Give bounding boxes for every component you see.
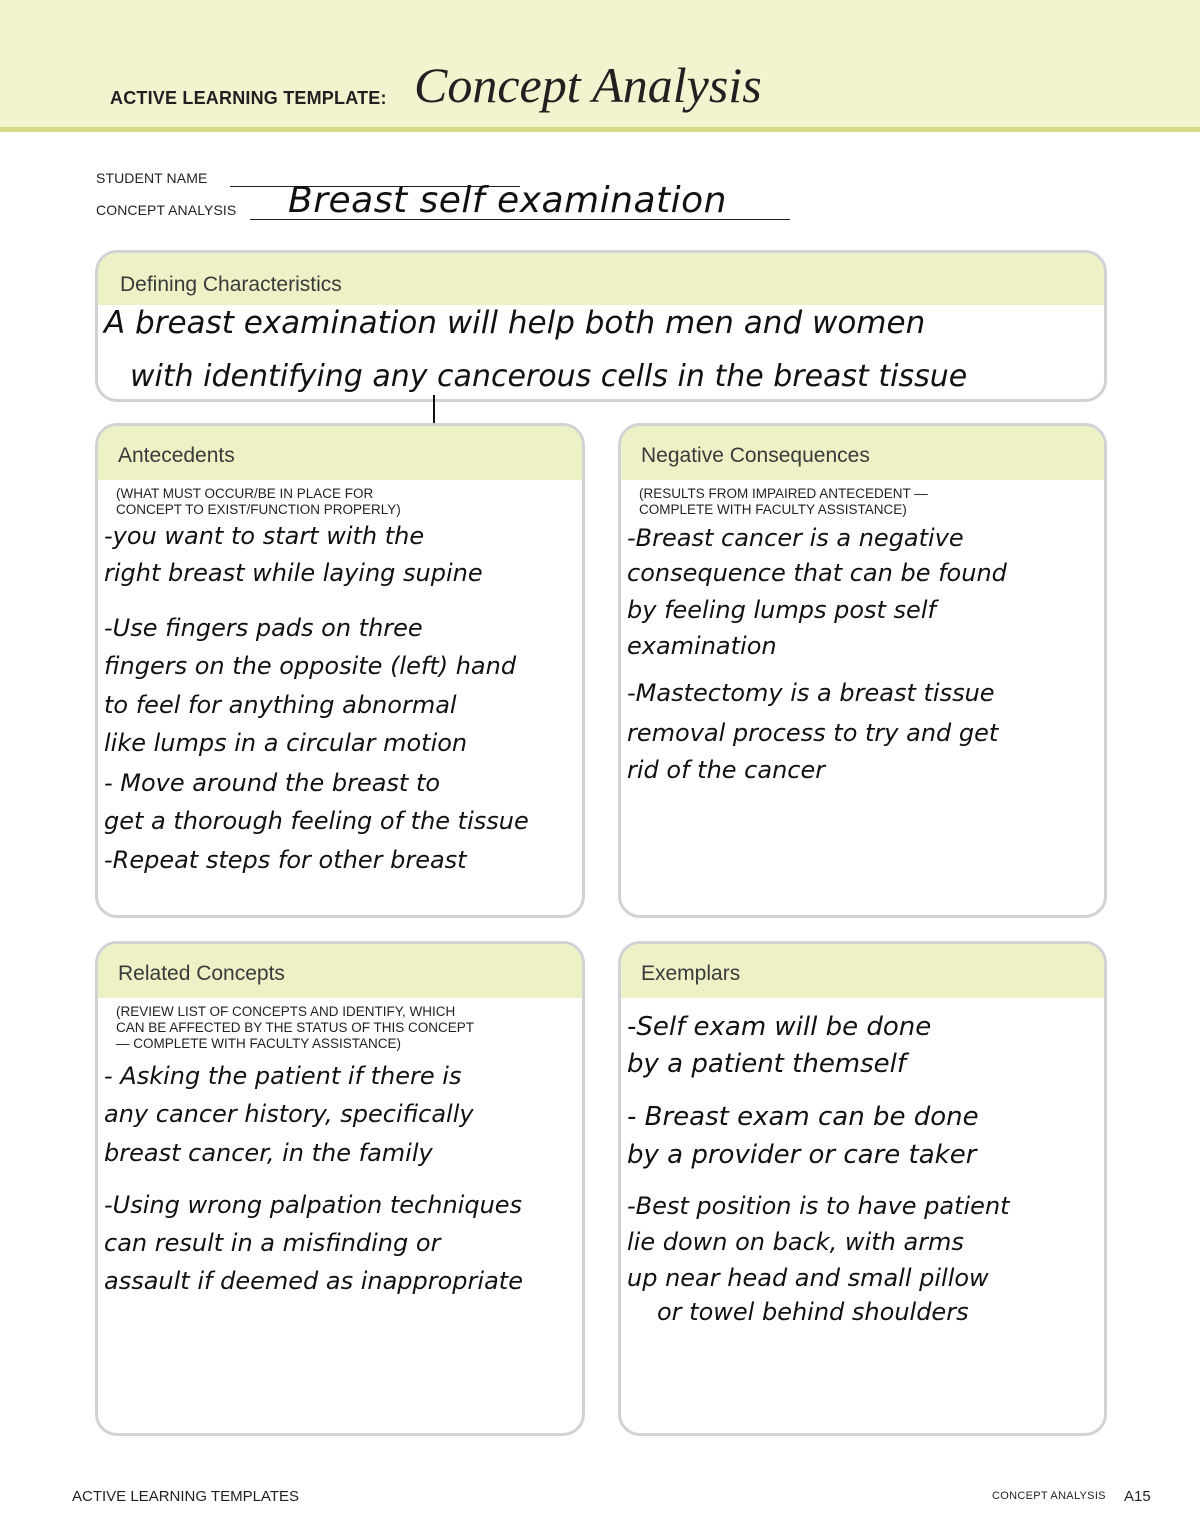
negative-line: removal process to try and get bbox=[627, 719, 999, 747]
exemplars-line: - Breast exam can be done bbox=[627, 1102, 979, 1132]
related-line: - Asking the patient if there is bbox=[104, 1062, 462, 1090]
exemplars-line: up near head and small pillow bbox=[627, 1264, 989, 1292]
related-line: assault if deemed as inappropriate bbox=[104, 1267, 523, 1295]
negative-line: rid of the cancer bbox=[627, 756, 826, 784]
footer-left-text: ACTIVE LEARNING TEMPLATES bbox=[72, 1488, 299, 1505]
antecedents-box bbox=[95, 423, 585, 918]
negative-line: examination bbox=[627, 632, 777, 660]
antecedents-line: -you want to start with the bbox=[104, 522, 425, 550]
related-subtitle: — COMPLETE WITH FACULTY ASSISTANCE) bbox=[116, 1036, 402, 1051]
related-header bbox=[98, 944, 582, 998]
related-line: any cancer history, specifically bbox=[104, 1100, 474, 1128]
exemplars-box bbox=[618, 941, 1107, 1436]
student-name-label: STUDENT NAME bbox=[96, 170, 208, 186]
negative-line: -Mastectomy is a breast tissue bbox=[627, 679, 995, 707]
related-line: breast cancer, in the family bbox=[104, 1139, 433, 1167]
antecedents-line: like lumps in a circular motion bbox=[104, 729, 468, 757]
defining-header bbox=[98, 253, 1104, 305]
antecedents-line: right breast while laying supine bbox=[104, 559, 483, 587]
negative-line: -Breast cancer is a negative bbox=[627, 524, 964, 552]
exemplars-line: -Best position is to have patient bbox=[627, 1192, 1010, 1220]
antecedents-title: Antecedents bbox=[118, 444, 235, 467]
exemplars-header bbox=[621, 944, 1104, 998]
negative-subtitle: COMPLETE WITH FACULTY ASSISTANCE) bbox=[639, 502, 907, 517]
related-line: can result in a misfinding or bbox=[104, 1229, 441, 1257]
related-subtitle: (REVIEW LIST OF CONCEPTS AND IDENTIFY, WHICH bbox=[116, 1004, 456, 1019]
related-subtitle: CAN BE AFFECTED BY THE STATUS OF THIS CONCEPT bbox=[116, 1020, 475, 1035]
antecedents-line: get a thorough feeling of the tissue bbox=[104, 807, 529, 835]
negative-line: consequence that can be found bbox=[627, 559, 1007, 587]
defining-line: A breast examination will help both men and women bbox=[104, 305, 926, 341]
related-line: -Using wrong palpation techniques bbox=[104, 1191, 523, 1219]
negative-consequences-box bbox=[618, 423, 1107, 918]
exemplars-title: Exemplars bbox=[641, 962, 741, 985]
antecedents-line: fingers on the opposite (left) hand bbox=[104, 652, 517, 680]
concept-label: CONCEPT ANALYSIS bbox=[96, 202, 237, 218]
exemplars-line: by a provider or care taker bbox=[627, 1140, 977, 1170]
defining-title: Defining Characteristics bbox=[120, 273, 342, 296]
antecedents-line: - Move around the breast to bbox=[104, 769, 441, 797]
antecedents-subtitle: (WHAT MUST OCCUR/BE IN PLACE FOR bbox=[116, 486, 374, 501]
exemplars-line: -Self exam will be done bbox=[627, 1012, 932, 1042]
antecedents-line: -Use fingers pads on three bbox=[104, 614, 423, 642]
exemplars-line: or towel behind shoulders bbox=[657, 1298, 969, 1326]
related-title: Related Concepts bbox=[118, 962, 285, 985]
footer-right-text: CONCEPT ANALYSIS bbox=[992, 1490, 1106, 1502]
negative-subtitle: (RESULTS FROM IMPAIRED ANTECEDENT — bbox=[639, 486, 928, 501]
antecedents-line: to feel for anything abnormal bbox=[104, 691, 457, 719]
antecedents-subtitle: CONCEPT TO EXIST/FUNCTION PROPERLY) bbox=[116, 502, 401, 517]
exemplars-line: by a patient themself bbox=[627, 1049, 907, 1079]
antecedents-header bbox=[98, 426, 582, 480]
exemplars-line: lie down on back, with arms bbox=[627, 1228, 964, 1256]
defining-line: with identifying any cancerous cells in the breast tissue bbox=[130, 359, 968, 394]
negative-line: by feeling lumps post self bbox=[627, 596, 936, 624]
page-title: Concept Analysis bbox=[414, 57, 762, 113]
concept-value[interactable]: Breast self examination bbox=[288, 180, 727, 221]
page-number: A15 bbox=[1124, 1488, 1151, 1505]
antecedents-line: -Repeat steps for other breast bbox=[104, 846, 467, 874]
defining-characteristics-box bbox=[95, 250, 1107, 402]
negative-header bbox=[621, 426, 1104, 480]
template-label: ACTIVE LEARNING TEMPLATE: bbox=[110, 88, 387, 108]
negative-title: Negative Consequences bbox=[641, 444, 870, 467]
related-concepts-box bbox=[95, 941, 585, 1436]
